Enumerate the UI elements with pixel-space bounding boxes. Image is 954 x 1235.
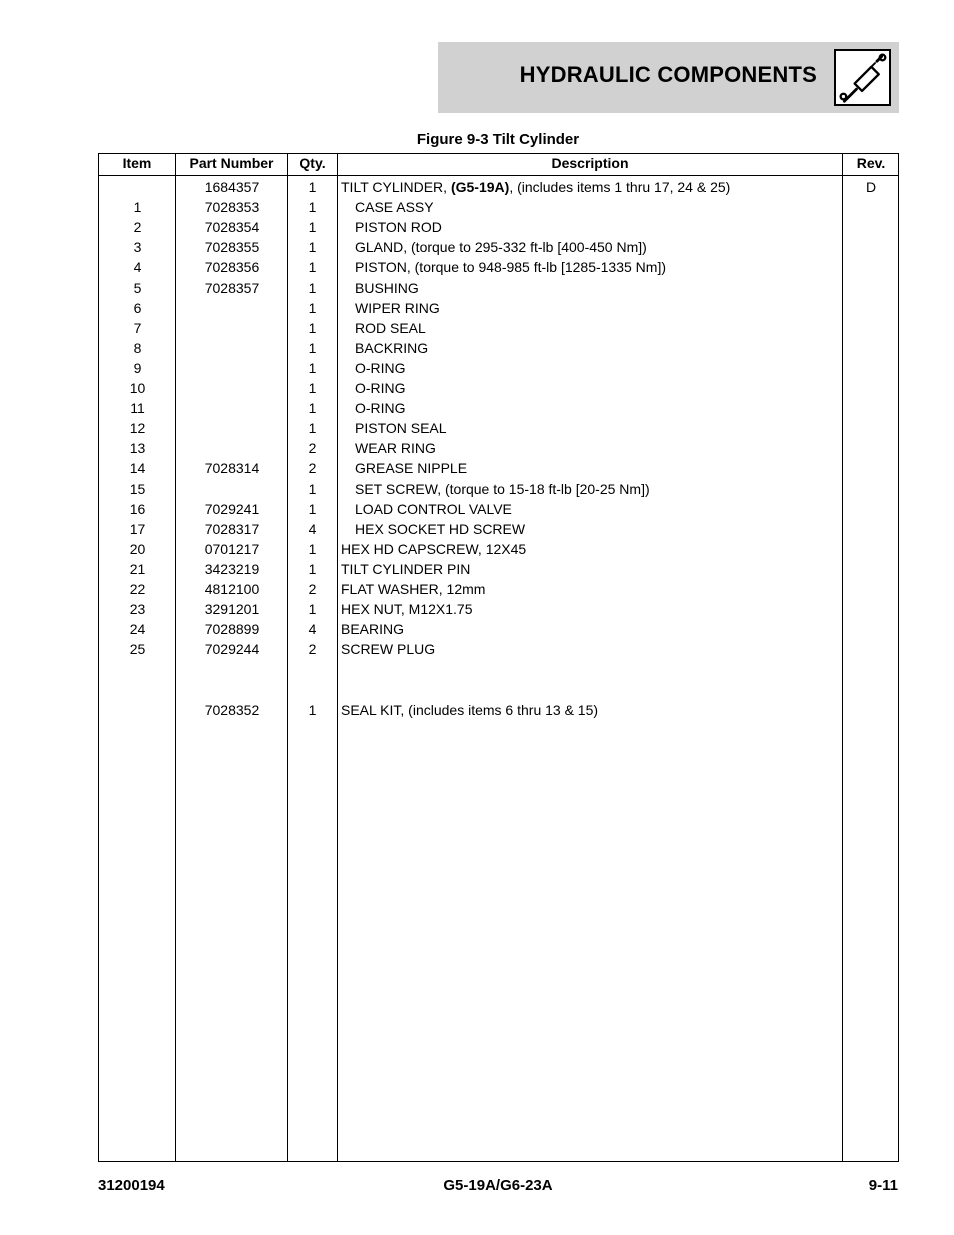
table-row [99,419,898,439]
quantity: 1 [308,339,317,356]
column-header-part-number: Part Number [189,155,274,171]
quantity: 2 [308,460,317,477]
item-number: 9 [133,359,142,376]
description [341,640,841,658]
part-number: 0701217 [204,540,260,557]
description-text: HEX NUT, M12X1.75 [341,601,473,618]
description-text: O-RING [355,400,406,417]
item-number: 5 [133,279,142,296]
part-number: 7028354 [204,219,260,236]
quantity: 1 [308,239,317,256]
item-number: 8 [133,339,142,356]
description-text: PISTON, (torque to 948-985 ft-lb [1285-1335 Nm]) [355,259,667,276]
item-number: 15 [129,480,146,497]
description [341,178,841,196]
description [355,319,855,337]
item-number: 10 [129,380,146,396]
description [355,419,855,437]
description [341,600,841,618]
quantity: 1 [308,259,317,276]
description [341,540,841,558]
description-text: SET SCREW, (torque to 15-18 ft-lb [20-25 Nm]) [355,480,650,497]
item-number: 21 [129,560,146,577]
description [341,560,841,578]
item-number: 22 [129,581,146,597]
item-number: 25 [129,641,146,658]
quantity: 1 [308,500,317,517]
item-number: 14 [129,460,146,477]
quantity: 1 [308,480,317,497]
item-number: 16 [129,500,146,517]
description [341,620,841,638]
revision: D [865,179,877,195]
table-row [99,258,898,278]
item-number: 13 [129,440,146,457]
quantity: 2 [308,641,317,658]
quantity: 2 [308,440,317,457]
description [355,198,855,216]
parts-table [98,153,899,1162]
table-row [99,560,898,580]
description-text: PISTON SEAL [355,420,447,437]
description-text: CASE ASSY [355,199,434,216]
table-row [99,399,898,419]
item-number: 12 [129,420,146,437]
footer-model: G5-19A/G6-23A [443,1177,553,1194]
description-text: WIPER RING [355,299,440,316]
description-text: BEARING [341,621,405,638]
model-code: (G5-19A) [450,179,510,195]
description-text: TILT CYLINDER PIN [341,560,471,577]
part-number: 3291201 [204,601,260,618]
part-number: 7029241 [204,500,260,517]
quantity: 4 [308,621,317,638]
table-row [99,520,898,540]
table-row [99,660,898,680]
item-number: 17 [129,520,146,537]
part-number: 4812100 [204,581,260,597]
description [341,580,841,598]
description-text: WEAR RING [355,440,436,457]
part-number: 7028352 [204,701,260,718]
footer-doc-number: 31200194 [98,1177,165,1194]
part-number: 7028899 [204,621,260,638]
table-row [99,459,898,479]
table-row [99,238,898,258]
description-text: PISTON ROD [355,219,442,236]
quantity: 1 [308,199,317,216]
part-number: 7028355 [204,239,260,256]
quantity: 1 [308,359,317,376]
column-header-description: Description [551,155,629,171]
part-number: 7028317 [204,520,260,537]
column-header-item: Item [122,155,152,171]
table-row [99,600,898,620]
item-number: 1 [133,199,142,216]
column-header-rev: Rev. [856,155,886,171]
quantity: 1 [308,400,317,417]
table-row [99,218,898,238]
table-row [99,580,898,600]
description [355,359,855,377]
column-header-qty: Qty. [299,155,326,171]
description-text: HEX SOCKET HD SCREW [355,520,526,537]
description [355,439,855,457]
quantity: 1 [308,601,317,618]
table-row [99,279,898,299]
description [355,299,855,317]
description [355,218,855,236]
table-row [99,620,898,640]
description [355,258,855,276]
part-number: 7028356 [204,259,260,276]
item-number: 23 [129,601,146,618]
table-row [99,198,898,218]
table-row [99,359,898,379]
part-number: 7028314 [204,460,260,477]
description [355,379,855,397]
table-row [99,339,898,359]
quantity: 4 [308,520,317,537]
part-number: 7029244 [204,641,260,658]
quantity: 1 [308,319,317,336]
quantity: 1 [308,279,317,296]
quantity: 1 [308,560,317,577]
description-text: HEX HD CAPSCREW, 12X45 [341,540,527,557]
footer-page-number: 9-11 [868,1177,898,1194]
description [341,701,841,719]
table-row [99,540,898,560]
quantity: 1 [308,299,317,316]
description-text: TILT CYLINDER, [341,179,451,195]
table-row [99,500,898,520]
description [355,279,855,297]
description [355,480,855,498]
description-text: O-RING [355,359,406,376]
table-row [99,701,898,721]
figure-title: Figure 9-3 Tilt Cylinder [416,131,580,148]
table-row [99,178,898,198]
section-title: HYDRAULIC COMPONENTS [519,62,817,87]
item-number: 11 [130,400,145,417]
quantity: 1 [308,540,317,557]
description [355,459,855,477]
table-row [99,299,898,319]
table-row [99,681,898,701]
description-text: , (includes items 1 thru 17, 24 & 25) [509,179,731,195]
part-number: 3423219 [204,560,260,577]
description-text: GLAND, (torque to 295-332 ft-lb [400-450 Nm]) [355,239,647,256]
quantity: 1 [308,179,317,195]
item-number: 6 [133,299,142,316]
description-text: SEAL KIT, (includes items 6 thru 13 & 15) [341,701,599,718]
description-text: ROD SEAL [355,319,426,336]
description-text: O-RING [355,380,406,396]
item-number: 3 [133,239,142,256]
description-text: GREASE NIPPLE [355,460,468,477]
part-number: 7028357 [204,279,260,296]
description [355,238,855,256]
item-number: 4 [133,259,142,276]
table-row [99,439,898,459]
quantity: 1 [308,420,317,437]
quantity: 1 [308,380,317,396]
item-number: 7 [133,319,142,336]
description-text: BACKRING [355,339,429,356]
description [355,520,855,538]
quantity: 1 [308,219,317,236]
description [355,399,855,417]
part-number: 1684357 [204,179,260,195]
description-text: LOAD CONTROL VALVE [355,500,512,517]
item-number: 24 [129,621,146,638]
description-text: SCREW PLUG [341,641,436,658]
table-row [99,379,898,399]
item-number: 20 [129,540,146,557]
description-text: FLAT WASHER, 12mm [341,581,486,597]
table-row [99,480,898,500]
table-header [99,154,898,176]
description [355,500,855,518]
table-row [99,319,898,339]
item-number: 2 [133,219,142,236]
part-number: 7028353 [204,199,260,216]
hydraulic-cylinder-icon [834,49,891,106]
quantity: 2 [308,581,317,597]
table-row [99,640,898,660]
description [355,339,855,357]
description-text: BUSHING [355,279,419,296]
quantity: 1 [308,701,317,718]
